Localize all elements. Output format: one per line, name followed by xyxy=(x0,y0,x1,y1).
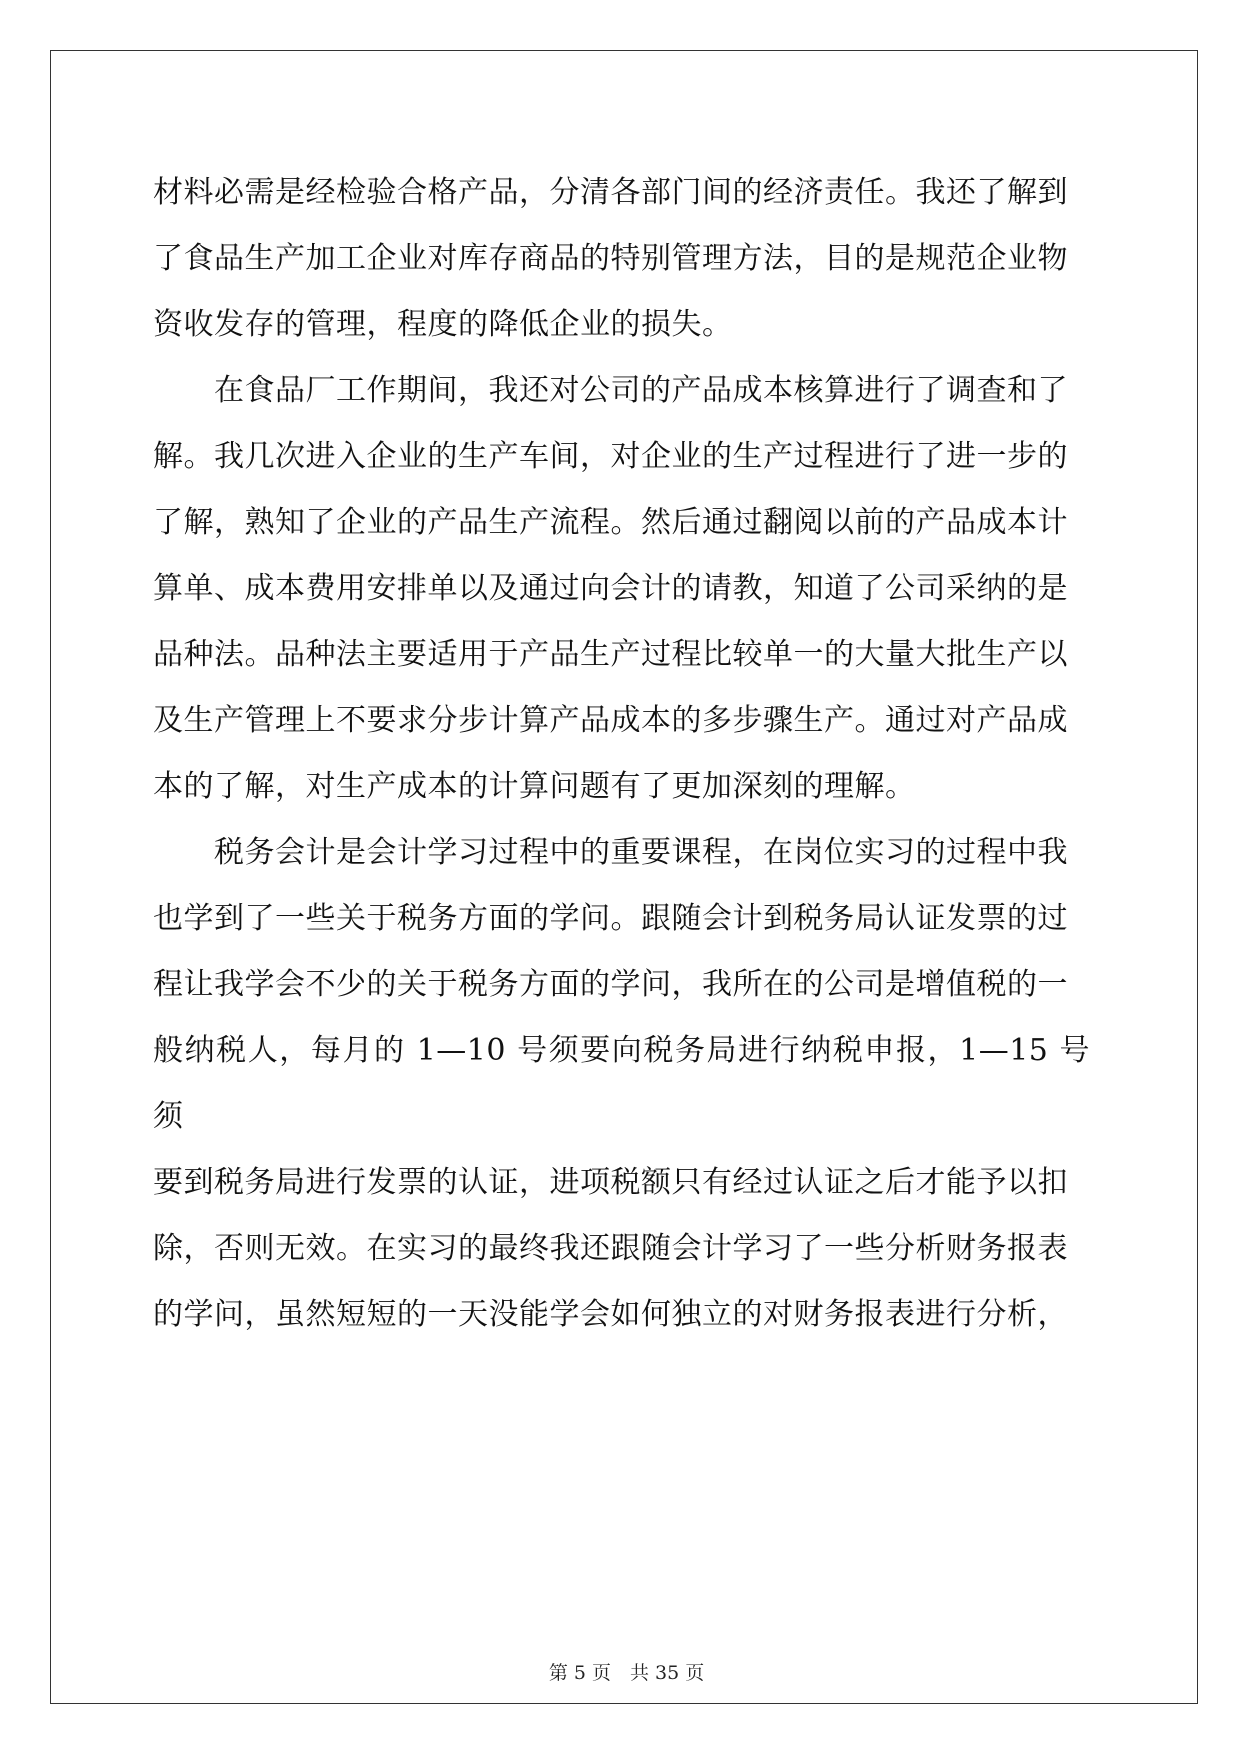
paragraph-2-line-7: 本的了解，对生产成本的计算问题有了更加深刻的理解。 xyxy=(153,769,916,804)
paragraph-1-line-1: 材料必需是经检验合格产品，分清各部门间的经济责任。我还了解到 xyxy=(153,175,1068,210)
paragraph-3 xyxy=(153,820,1090,1348)
paragraph-2 xyxy=(153,358,1090,820)
paragraph-3-line-2: 也学到了一些关于税务方面的学问。跟随会计到税务局认证发票的过 xyxy=(153,901,1068,936)
paragraph-1-line-2: 了食品生产加工企业对库存商品的特别管理方法，目的是规范企业物 xyxy=(153,241,1068,276)
paragraph-2-line-1: 在食品厂工作期间，我还对公司的产品成本核算进行了调查和了 xyxy=(153,373,1068,408)
paragraph-2-line-5: 品种法。品种法主要适用于产品生产过程比较单一的大量大批生产以 xyxy=(153,637,1068,672)
page-number-label: 第 5 页 共 35 页 xyxy=(548,1662,705,1684)
page-footer xyxy=(0,1636,1241,1685)
document-body xyxy=(153,160,1090,1348)
paragraph-1 xyxy=(153,160,1090,358)
paragraph-2-line-6: 及生产管理上不要求分步计算产品成本的多步骤生产。通过对产品成 xyxy=(153,703,1068,738)
paragraph-3-line-5: 要到税务局进行发票的认证，进项税额只有经过认证之后才能予以扣 xyxy=(153,1165,1068,1200)
paragraph-2-line-3: 了解，熟知了企业的产品生产流程。然后通过翻阅以前的产品成本计 xyxy=(153,505,1068,540)
paragraph-3-line-7: 的学问，虽然短短的一天没能学会如何独立的对财务报表进行分析， xyxy=(153,1297,1068,1332)
paragraph-2-line-4: 算单、成本费用安排单以及通过向会计的请教，知道了公司采纳的是 xyxy=(153,571,1068,606)
paragraph-3-line-1: 税务会计是会计学习过程中的重要课程，在岗位实习的过程中我 xyxy=(153,835,1068,870)
paragraph-3-line-4: 般纳税人，每月的 1—10 号须要向税务局进行纳税申报，1—15 号须 xyxy=(153,1033,1090,1134)
paragraph-3-line-3: 程让我学会不少的关于税务方面的学问，我所在的公司是增值税的一 xyxy=(153,967,1068,1002)
paragraph-3-line-6: 除，否则无效。在实习的最终我还跟随会计学习了一些分析财务报表 xyxy=(153,1231,1068,1266)
paragraph-2-line-2: 解。我几次进入企业的生产车间，对企业的生产过程进行了进一步的 xyxy=(153,439,1068,474)
paragraph-1-line-3: 资收发存的管理，程度的降低企业的损失。 xyxy=(153,307,733,342)
